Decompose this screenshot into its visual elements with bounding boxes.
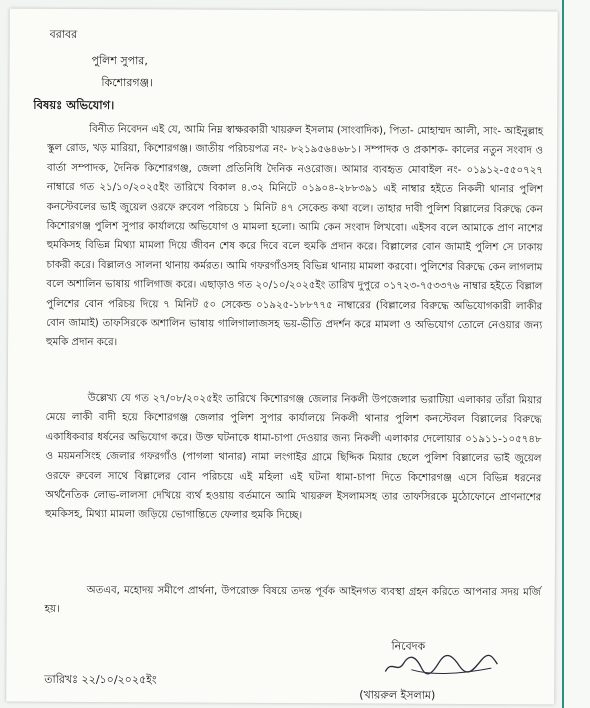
recipient-place: কিশোরগঞ্জ।: [101, 76, 154, 90]
body-paragraph-1: বিনীত নিবেদন এই যে, আমি নিম্ন স্বাক্ষরকারী খায়রুল ইসলাম (সাংবাদিক), পিতা- মোহাম্মদ আলী, সাং- আইনুল্লাহ স্কুল রোড, খড় মারিয়া, কিশোরগঞ্জ। জাতীয় পরিচয়পত্র নং- ৮২১৯৫৬৪৬৮১। সম্পাদক ও প্রকাশক- কালের নতুন সংবাদ ও বার্তা সম্পাদক, দৈনিক কিশোরগঞ্জ, জেলা প্রতিনিধি দৈনিক নওরোজ। আমার ব্যবহৃত মোবাইল নং- ০১৯১২-৫৫০৭২৭ নাম্বারে গত ২১/১০/২০২৫ইং তারিখে বিকাল ৪.৩২ মিনিটে ০১৯০৪-২৮৮৩৯১ এই নাম্বার হইতে নিকলী থানার পুলিশ কনস্টেবলের ভাই জুয়েল ওরফে রুবেল পরিচয়ে ১ মিনিট ৪৭ সেকেন্ড কথা বলে। তাহার দাবী পুলিশ বিল্লালের বিরুদ্ধে কেন কিশোরগঞ্জ পুলিশ সুপার কার্যালয়ে অভিযোগ ও মামলা হলো। আমি কেন সংবাদ লিখবো। এইসব বলে আমাকে প্রাণ নাশের হুমকিসহ বিভিন্ন মিথ্যা মামলা দিয়ে জীবন শেষ করে দিবে বলে হুমকি প্রদান করে। বিল্লালের বোন জামাই পুলিশ সে ঢাকায় চাকরী করে। বিল্লালও সালনা থানায় কর্মরত। আমি গফরগাঁওসহ বিভিন্ন থানায় মামলা করবো। পুলিশের বিরুদ্ধে কেন লাগলাম বলে অশালিন ভাষায় গালিগাজ করে। এছাড়াও গত ২০/১০/২০২৫ইং তারিখ দুপুরে ০১৭২৩-৭৫৩৩৭৬ নাম্বার হইতে বিল্লাল পুলিশের বোন পরিচয় দিয়ে ৭ মিনিট ৫০ সেকেন্ড ০১৯২৫-১৮৮৭৭৫ নাম্বারের (বিল্লালের বিরুদ্ধে অভিযোগকারী লাকীর বোন জামাই) তাফসিরকে অশালিন ভাষায় গালিগালাজসহ ভয়-ভীতি প্রদর্শন করে মামলা ও অভিযোগ তোলে নেওয়ার জন্য হুমকি প্রদান করে।: [46, 123, 544, 349]
signer-name: (খায়রুল ইসলাম): [359, 688, 436, 702]
body-paragraph-2: উল্লেখ্য যে গত ২৭/০৮/২০২৫ইং তারিখে কিশোরগঞ্জ জেলার নিকলী উপজেলার ভরাটিয়া এলাকার তাঁরা মিয়ার মেয়ে লাকী বাদী হয়ে কিশোরগঞ্জ জেলার পুলিশ সুপার কার্যালয়ে নিকলী থানার পুলিশ কনস্টেবল বিল্লালের বিরুদ্ধে একাধিকবার ধর্ষনের অভিযোগ করে। উক্ত ঘটনাকে ধামা-চাপা দেওয়ার জন্য নিকলী এলাকার দেলোয়ার ০১৯১১-১০৫৭৪৮ ও ময়মনসিংহ জেলার গফরগাঁও (পাগলা থানার) নামা লংগাইর গ্রামে ছিদ্দিক মিয়ার ছেলে পুলিশ বিল্লালের ভাই জুয়েল ওরফে রুবেল সাথে বিল্লালের বোন পরিচয়ে এই মহিলা এই ঘটনা ধামা-চাপা দিতে কিশোরগঞ্জ এসে বিভিন্ন ধরনের অর্থনৈতিক লোভ-লালসা দেখিয়ে ব্যর্থ হওয়ায় বর্তমানে আমি খায়রুল ইসলামসহ তার তাফসিরকে মুঠোফোনে প্রাণনাশের হুমকিসহ, মিথ্যা মামলা জড়িয়ে ভোগান্তিতে ফেলার হুমকি দিচ্ছে।: [45, 392, 542, 522]
body-paragraph-3: অতএব, মহোদয় সমীপে প্রার্থনা, উপরোক্ত বিষয়ে তদন্ত পূর্বক আইনগত ব্যবস্থা গ্রহন করিতে আপনার সদয় মর্জি হয়।: [44, 584, 541, 616]
adjacent-page-edge: [562, 0, 590, 708]
letter-date: তারিখঃ ২২/১০/২০২৫ইং: [44, 672, 157, 687]
closing-label: নিবেদক: [391, 639, 426, 653]
to-label: বরাবর: [49, 27, 78, 41]
subject-line: বিষয়ঃ অভিযোগ।: [33, 97, 115, 113]
recipient-title: পুলিশ সুপার,: [91, 53, 148, 68]
handwritten-signature: [381, 642, 501, 683]
complaint-letter: [6, 9, 558, 705]
